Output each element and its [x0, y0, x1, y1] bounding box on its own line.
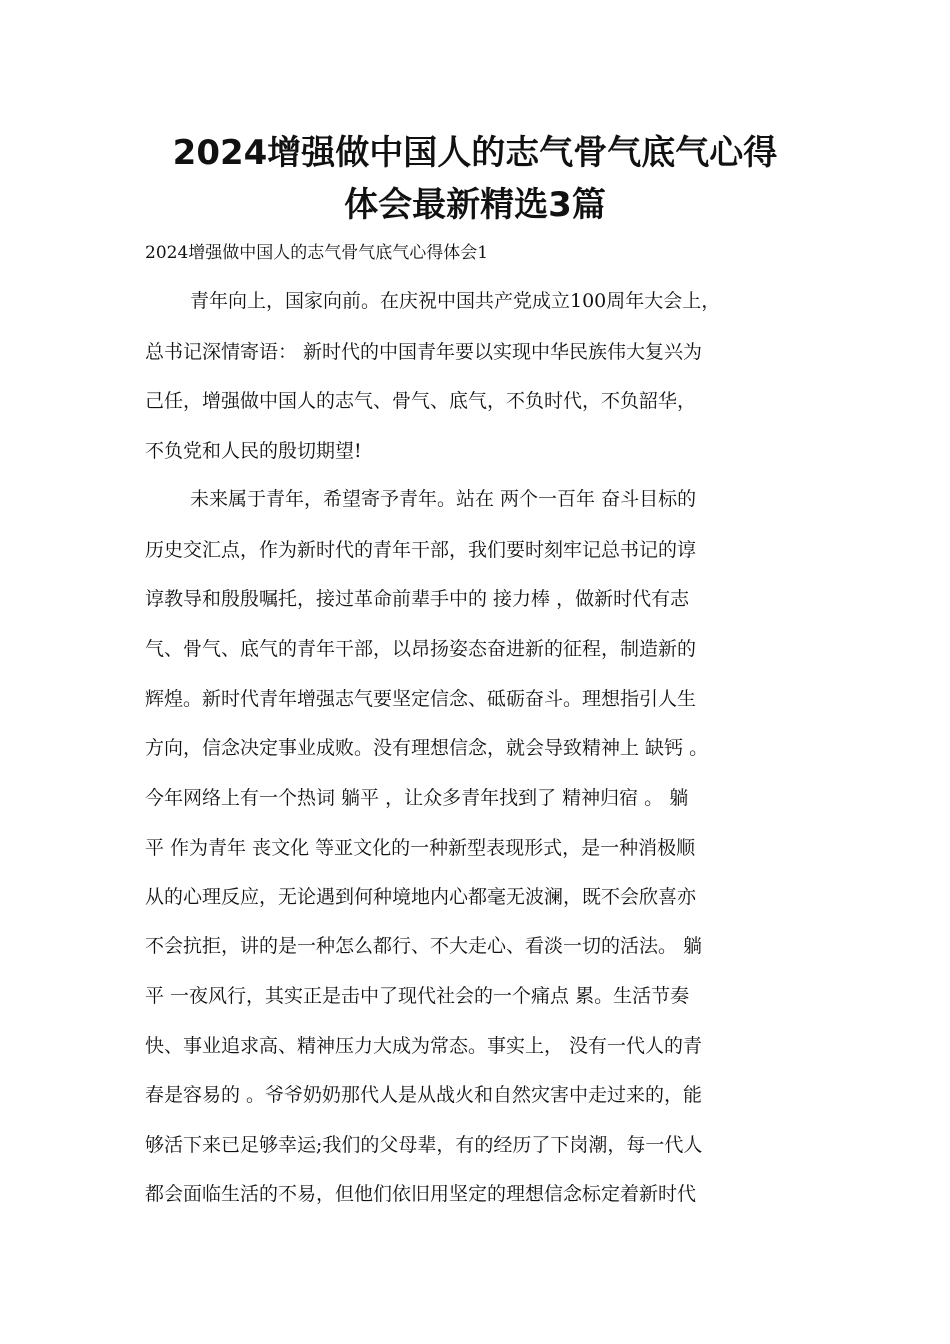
paragraph-1-line: 不负党和人民的殷切期望! — [145, 440, 362, 462]
paragraph-1-line: 总书记深情寄语： 新时代的中国青年要以实现中华民族伟大复兴为 — [145, 341, 703, 363]
paragraph-2-line: 快、事业追求高、精神压力大成为常态。事实上， 没有一代人的青 — [145, 1035, 703, 1057]
paragraph-2-line: 从的心理反应，无论遇到何种境地内心都毫无波澜，既不会欣喜亦 — [145, 886, 697, 908]
paragraph-2-line: 平 一夜风行，其实正是击中了现代社会的一个痛点 累。生活节奏 — [145, 985, 690, 1007]
paragraph-2-line: 平 作为青年 丧文化 等亚文化的一种新型表现形式，是一种消极顺 — [145, 837, 696, 859]
section-heading: 2024增强做中国人的志气骨气底气心得体会1 — [145, 243, 489, 263]
paragraph-2-line: 都会面临生活的不易，但他们依旧用坚定的理想信念标定着新时代 — [145, 1183, 697, 1205]
paragraph-2-line: 不会抗拒，讲的是一种怎么都行、不大走心、看淡一切的活法。 躺 — [145, 935, 703, 957]
paragraph-2-line: 历史交汇点，作为新时代的青年干部，我们要时刻牢记总书记的谆 — [145, 539, 697, 561]
paragraph-2-line: 方向，信念决定事业成败。没有理想信念，就会导致精神上 缺钙 。 — [145, 737, 709, 759]
paragraph-2-line: 辉煌。新时代青年增强志气要坚定信念、砥砺奋斗。理想指引人生 — [145, 688, 697, 710]
document-title-line-2: 体会最新精选3篇 — [344, 185, 606, 225]
paragraph-1-line: 青年向上，国家向前。在庆祝中国共产党成立100周年大会上， — [190, 290, 721, 312]
paragraph-2-line: 气、骨气、底气的青年干部，以昂扬姿态奋进新的征程，制造新的 — [145, 638, 697, 660]
paragraph-1-line: 己任，增强做中国人的志气、骨气、底气，不负时代，不负韶华， — [145, 390, 697, 412]
paragraph-2-line: 未来属于青年，希望寄予青年。站在 两个一百年 奋斗目标的 — [190, 488, 697, 510]
paragraph-2-line: 今年网络上有一个热词 躺平 ，让众多青年找到了 精神归宿 。 躺 — [145, 787, 689, 809]
paragraph-2-line: 春是容易的 。爷爷奶奶那代人是从战火和自然灾害中走过来的，能 — [145, 1084, 703, 1106]
paragraph-2-line: 谆教导和殷殷嘱托，接过革命前辈手中的 接力棒 ，做新时代有志 — [145, 588, 690, 610]
paragraph-2-line: 够活下来已足够幸运;我们的父母辈，有的经历了下岗潮，每一代人 — [145, 1134, 703, 1156]
document-title-line-1: 2024增强做中国人的志气骨气底气心得 — [172, 133, 778, 173]
